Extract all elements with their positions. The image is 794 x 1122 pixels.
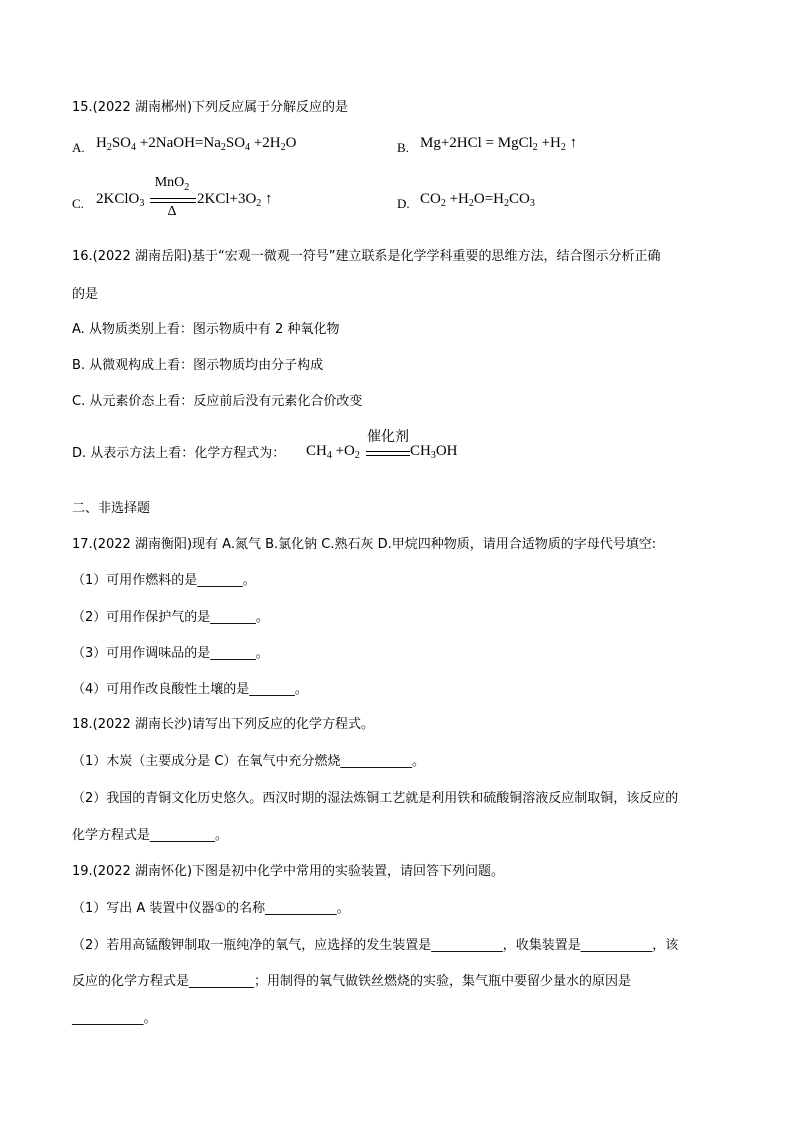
q19-item-1: （1）写出 A 装置中仪器①的名称___________。 — [72, 901, 350, 916]
q17-stem: 17.(2022 湖南衡阳)现有 A.氮气 B.氯化钠 C.熟石灰 D.甲烷四种物质，请用合适物质的字母代号填空: — [72, 537, 657, 552]
q16-option-d-product: $CH_3OH$ — [410, 443, 458, 461]
q19-item-2-line1: （2）若用高锰酸钾制取一瓶纯净的氧气，应选择的发生装置是___________，收集装置是___________，该 — [72, 938, 679, 953]
q19-item-2-line3: ___________。 — [72, 1011, 157, 1026]
q15-option-c-product: $2KCl+3O_2$ ↑ — [197, 191, 273, 209]
q15-option-b-equation: Mg+2HCl = MgCl$_2$ $+H_2$ ↑ — [420, 135, 578, 153]
q16-option-b: B. 从微观构成上看：图示物质均由分子构成 — [72, 358, 324, 373]
q18-stem: 18.(2022 湖南长沙)请写出下列反应的化学方程式。 — [72, 717, 375, 732]
q15-option-a-equation: $H_2SO_4$ $+2NaOH=Na_2SO_4 +2H_2O$ — [96, 135, 297, 153]
q18-item-1: （1）木炭（主要成分是 C）在氧气中充分燃烧___________。 — [72, 754, 425, 769]
q15-option-a-letter: A. — [72, 140, 85, 155]
q15-option-d-equation: $CO_2 +H_2O=H_2CO_3$ — [420, 191, 535, 209]
q15-option-d-letter: D. — [397, 196, 410, 211]
q19-item-2-line2: 反应的化学方程式是__________；用制得的氧气做铁丝燃烧的实验，集气瓶中要留少量水的原因是 — [72, 974, 632, 989]
q15-stem: 15.(2022 湖南郴州)下列反应属于分解反应的是 — [72, 100, 349, 115]
q16-option-d-equal-sign — [366, 451, 410, 456]
q18-item-2-line1: （2）我国的青铜文化历史悠久。西汉时期的湿法炼铜工艺就是利用铁和硫酸铜溶液反应制取铜，该反应的 — [72, 791, 679, 806]
q16-option-c: C. 从元素价态上看：反应前后没有元素化合价改变 — [72, 394, 363, 409]
q15-option-c-heat: Δ — [167, 204, 177, 219]
q16-option-d-reactants: $CH_4 +O_2$ — [306, 443, 360, 461]
q17-item-2: （2）可用作保护气的是_______。 — [72, 610, 269, 625]
q19-stem: 19.(2022 湖南怀化)下图是初中化学中常用的实验装置，请回答下列问题。 — [72, 864, 505, 879]
q16-stem-line1: 16.(2022 湖南岳阳)基于“宏观一微观一符号”建立联系是化学学科重要的思维方法，结合图示分析正确 — [72, 249, 661, 264]
section-2-heading: 二、非选择题 — [72, 501, 151, 516]
q16-option-a: A. 从物质类别上看：图示物质中有 2 种氧化物 — [72, 322, 340, 337]
q16-stem-line2: 的是 — [72, 287, 99, 302]
q17-item-1: （1）可用作燃料的是_______。 — [72, 573, 256, 588]
q15-option-c-letter: C. — [72, 196, 84, 211]
q15-option-b-letter: B. — [397, 140, 409, 155]
q15-option-c-catalyst: MnO$_2$ — [154, 175, 190, 193]
q18-item-2-line2: 化学方程式是__________。 — [72, 828, 229, 843]
q16-option-d-catalyst: 催化剂 — [367, 430, 409, 445]
q17-item-3: （3）可用作调味品的是_______。 — [72, 646, 269, 661]
q16-option-d-text: D. 从表示方法上看：化学方程式为： — [72, 446, 286, 461]
q17-item-4: （4）可用作改良酸性土壤的是_______。 — [72, 682, 308, 697]
q15-option-c-equal-sign — [150, 198, 196, 203]
q15-option-c-reactant: 2KClO$_3$ — [96, 191, 145, 209]
